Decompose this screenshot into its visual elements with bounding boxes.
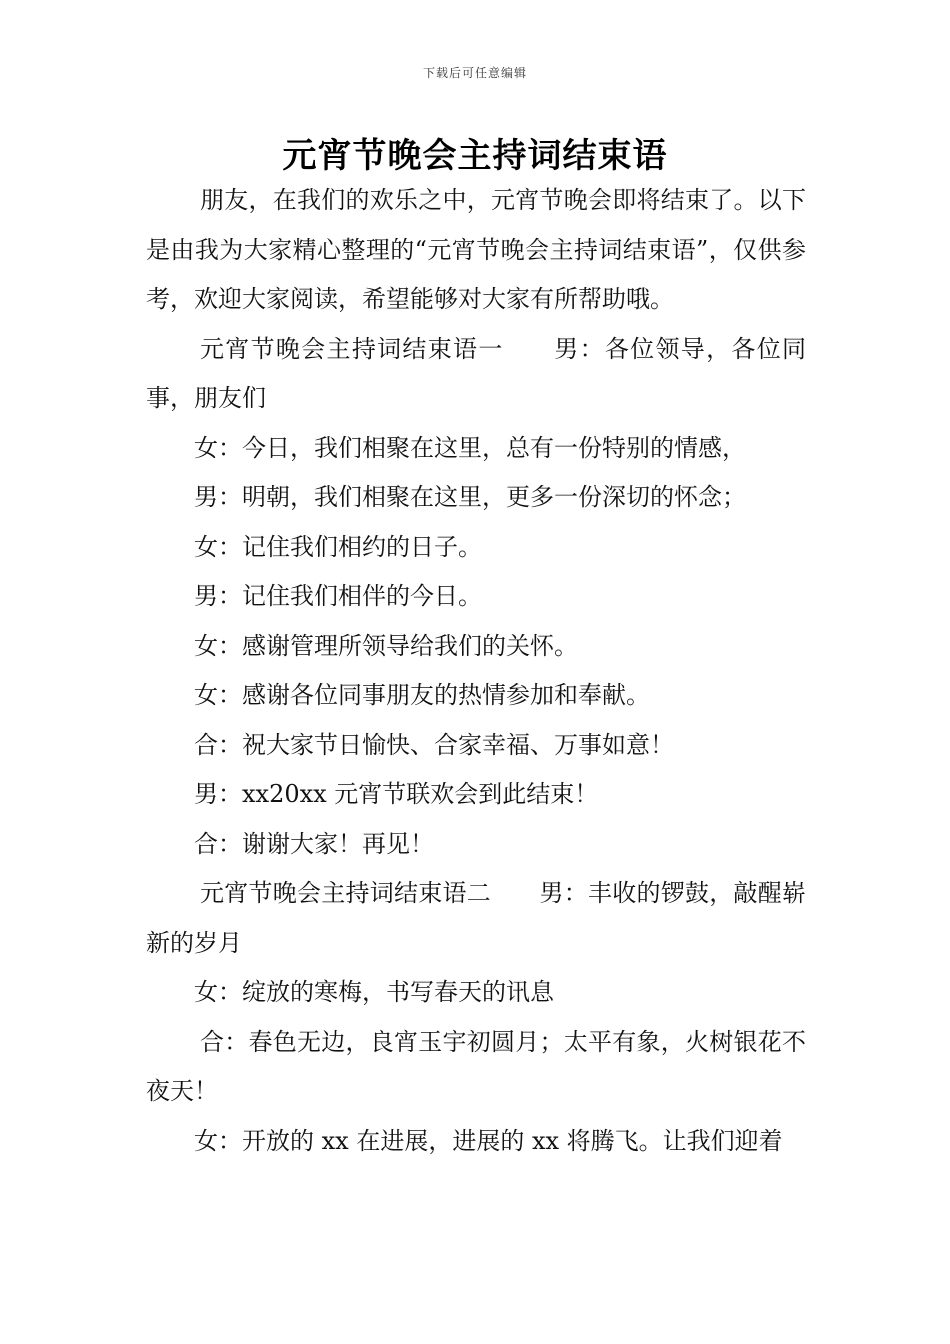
- header-note: 下载后可任意编辑: [422, 66, 527, 80]
- dialogue-line: 女：感谢管理所领导给我们的关怀。: [194, 631, 578, 660]
- dialogue-line: 男：明朝，我们相聚在这里，更多一份深切的怀念；: [194, 483, 746, 511]
- section-heading-two: 元宵节晚会主持词结束语二 男：丰收的锣鼓，敲醒崭新的岁月: [146, 879, 806, 957]
- intro-paragraph: 朋友，在我们的欢乐之中，元宵节晚会即将结束了。以下是由我为大家精心整理的“元宵节晚会主持词结束语”，仅供参考，欢迎大家阅读，希望能够对大家有所帮助哦。: [146, 186, 806, 313]
- document-body: [146, 176, 806, 1166]
- dialogue-line: 合：春色无边，良宵玉宇初圆月；太平有象，火树银花不夜天！: [146, 1027, 806, 1105]
- dialogue-line: 女：绽放的寒梅，书写春天的讯息: [194, 978, 554, 1006]
- dialogue-line: 女：今日，我们相聚在这里，总有一份特别的情感，: [194, 433, 746, 462]
- dialogue-line: 女：开放的 xx 在进展，进展的 xx 将腾飞。让我们迎着: [194, 1126, 783, 1155]
- document-title: 元宵节晚会主持词结束语: [282, 136, 668, 176]
- dialogue-line: 男：xx20xx 元宵节联欢会到此结束！: [194, 780, 599, 808]
- section-heading-one: 元宵节晚会主持词结束语一 男：各位领导，各位同事，朋友们: [146, 334, 806, 412]
- dialogue-line: 合：谢谢大家！再见！: [194, 829, 434, 858]
- dialogue-line: 女：记住我们相约的日子。: [194, 532, 482, 561]
- dialogue-line: 男：记住我们相伴的今日。: [194, 582, 482, 610]
- dialogue-line: 合：祝大家节日愉快、合家幸福、万事如意！: [194, 730, 674, 759]
- dialogue-line: 女：感谢各位同事朋友的热情参加和奉献。: [194, 681, 650, 709]
